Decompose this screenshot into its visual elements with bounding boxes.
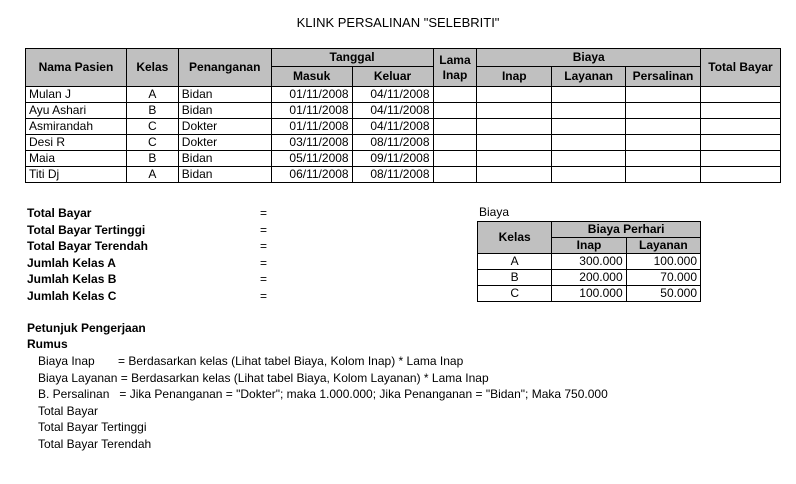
header-total: Total Bayar	[701, 49, 781, 87]
cell-empty	[626, 87, 701, 103]
rate-cell-layanan: 70.000	[626, 270, 700, 286]
cell-masuk: 05/11/2008	[271, 151, 352, 167]
cell-kelas: C	[126, 119, 178, 135]
cell-keluar: 04/11/2008	[352, 103, 433, 119]
cell-masuk: 01/11/2008	[271, 103, 352, 119]
rate-header-inap: Inap	[552, 238, 626, 254]
cell-empty	[626, 119, 701, 135]
rate-cell-inap: 300.000	[552, 254, 626, 270]
cell-penanganan: Dokter	[178, 135, 271, 151]
instruction-line: Biaya Layanan = Berdasarkan kelas (Lihat tabel Biaya, Kolom Layanan) * Lama Inap	[38, 370, 489, 385]
cell-masuk: 01/11/2008	[271, 119, 352, 135]
cell-empty	[552, 151, 626, 167]
summary-equals: =	[260, 222, 268, 237]
cell-masuk: 03/11/2008	[271, 135, 352, 151]
cell-empty	[626, 151, 701, 167]
cell-empty	[477, 103, 552, 119]
instruction-line: B. Persalinan = Jika Penanganan = "Dokter"; maka 1.000.000; Jika Penanganan = "Bidan"; Maka 750.000	[38, 387, 608, 401]
cell-masuk: 01/11/2008	[271, 87, 352, 103]
header-nama: Nama Pasien	[26, 49, 127, 87]
header-kelas: Kelas	[126, 49, 178, 87]
instruction-line: Total Bayar Terendah	[38, 436, 152, 451]
table-row	[26, 151, 781, 167]
cell-keluar: 08/11/2008	[352, 167, 433, 183]
cell-empty	[701, 87, 781, 103]
rate-cell-layanan: 50.000	[626, 286, 700, 302]
instructions-subheading: Rumus	[27, 337, 68, 351]
cell-empty	[477, 151, 552, 167]
table-row	[26, 103, 781, 119]
instruction-line: Total Bayar Tertinggi	[38, 420, 147, 434]
cell-empty	[552, 103, 626, 119]
rate-table	[477, 221, 701, 302]
cell-nama: Desi R	[26, 135, 127, 151]
rate-header-perhari: Biaya Perhari	[552, 222, 701, 238]
cell-empty	[626, 167, 701, 183]
cell-kelas: B	[126, 151, 178, 167]
cell-empty	[433, 87, 477, 103]
rate-header-kelas: Kelas	[478, 222, 552, 254]
summary-equals: =	[260, 272, 268, 286]
cell-keluar: 09/11/2008	[352, 151, 433, 167]
instruction-line: Total Bayar	[38, 403, 99, 418]
cell-empty	[552, 167, 626, 183]
cell-keluar: 04/11/2008	[352, 87, 433, 103]
cell-empty	[626, 103, 701, 119]
header-lama: Lama	[439, 52, 471, 67]
cell-empty	[433, 135, 477, 151]
table-row	[26, 87, 781, 103]
header-biaya-inap: Inap	[477, 67, 552, 87]
rate-cell-kelas: B	[478, 270, 552, 286]
rate-caption: Biaya	[479, 205, 510, 219]
header-inap-label: Inap	[442, 67, 468, 82]
summary-equals: =	[260, 239, 268, 253]
cell-kelas: B	[126, 103, 178, 119]
cell-nama: Asmirandah	[26, 119, 127, 135]
instruction-line: Biaya Inap = Berdasarkan kelas (Lihat tabel Biaya, Kolom Inap) * Lama Inap	[38, 354, 464, 368]
rate-header-layanan: Layanan	[626, 238, 700, 254]
header-layanan: Layanan	[552, 67, 626, 87]
rate-cell-inap: 100.000	[552, 286, 626, 302]
cell-kelas: A	[126, 87, 178, 103]
cell-empty	[701, 167, 781, 183]
rate-row	[478, 286, 701, 302]
cell-empty	[701, 119, 781, 135]
cell-empty	[433, 103, 477, 119]
summary-equals: =	[260, 255, 268, 270]
cell-empty	[552, 87, 626, 103]
rate-cell-inap: 200.000	[552, 270, 626, 286]
cell-nama: Maia	[26, 151, 127, 167]
cell-penanganan: Bidan	[178, 151, 271, 167]
patient-table	[25, 48, 781, 183]
table-row	[26, 119, 781, 135]
cell-empty	[433, 119, 477, 135]
cell-nama: Mulan J	[26, 87, 127, 103]
cell-masuk: 06/11/2008	[271, 167, 352, 183]
cell-empty	[477, 135, 552, 151]
cell-empty	[701, 151, 781, 167]
header-masuk: Masuk	[271, 67, 352, 87]
cell-kelas: A	[126, 167, 178, 183]
cell-empty	[552, 119, 626, 135]
summary-equals: =	[260, 206, 268, 220]
summary-equals: =	[260, 288, 268, 303]
instructions-heading: Petunjuk Pengerjaan	[27, 321, 146, 335]
cell-penanganan: Bidan	[178, 167, 271, 183]
cell-empty	[552, 135, 626, 151]
summary-label: Jumlah Kelas C	[27, 288, 117, 303]
table-row	[26, 135, 781, 151]
rate-cell-kelas: C	[478, 286, 552, 302]
summary-label: Total Bayar Tertinggi	[27, 222, 146, 237]
cell-nama: Titi Dj	[26, 167, 127, 183]
header-lama-inap	[433, 49, 477, 87]
cell-empty	[626, 135, 701, 151]
header-keluar: Keluar	[352, 67, 433, 87]
rate-row	[478, 270, 701, 286]
header-penanganan: Penanganan	[178, 49, 271, 87]
header-persalinan: Persalinan	[626, 67, 701, 87]
page-title: KLINK PERSALINAN "SELEBRITI"	[296, 15, 500, 30]
cell-keluar: 08/11/2008	[352, 135, 433, 151]
rate-cell-layanan: 100.000	[626, 254, 700, 270]
cell-empty	[701, 103, 781, 119]
cell-empty	[477, 119, 552, 135]
cell-penanganan: Bidan	[178, 103, 271, 119]
cell-empty	[433, 167, 477, 183]
cell-nama: Ayu Ashari	[26, 103, 127, 119]
summary-label: Jumlah Kelas A	[27, 255, 116, 270]
cell-keluar: 04/11/2008	[352, 119, 433, 135]
cell-kelas: C	[126, 135, 178, 151]
cell-penanganan: Dokter	[178, 119, 271, 135]
rate-row	[478, 254, 701, 270]
cell-empty	[433, 151, 477, 167]
table-row	[26, 167, 781, 183]
summary-label: Total Bayar	[27, 206, 92, 220]
rate-cell-kelas: A	[478, 254, 552, 270]
cell-empty	[477, 87, 552, 103]
summary-label: Total Bayar Terendah	[27, 239, 148, 253]
header-tanggal: Tanggal	[271, 49, 433, 67]
cell-penanganan: Bidan	[178, 87, 271, 103]
summary-label: Jumlah Kelas B	[27, 272, 117, 286]
cell-empty	[477, 167, 552, 183]
header-biaya: Biaya	[477, 49, 701, 67]
cell-empty	[701, 135, 781, 151]
